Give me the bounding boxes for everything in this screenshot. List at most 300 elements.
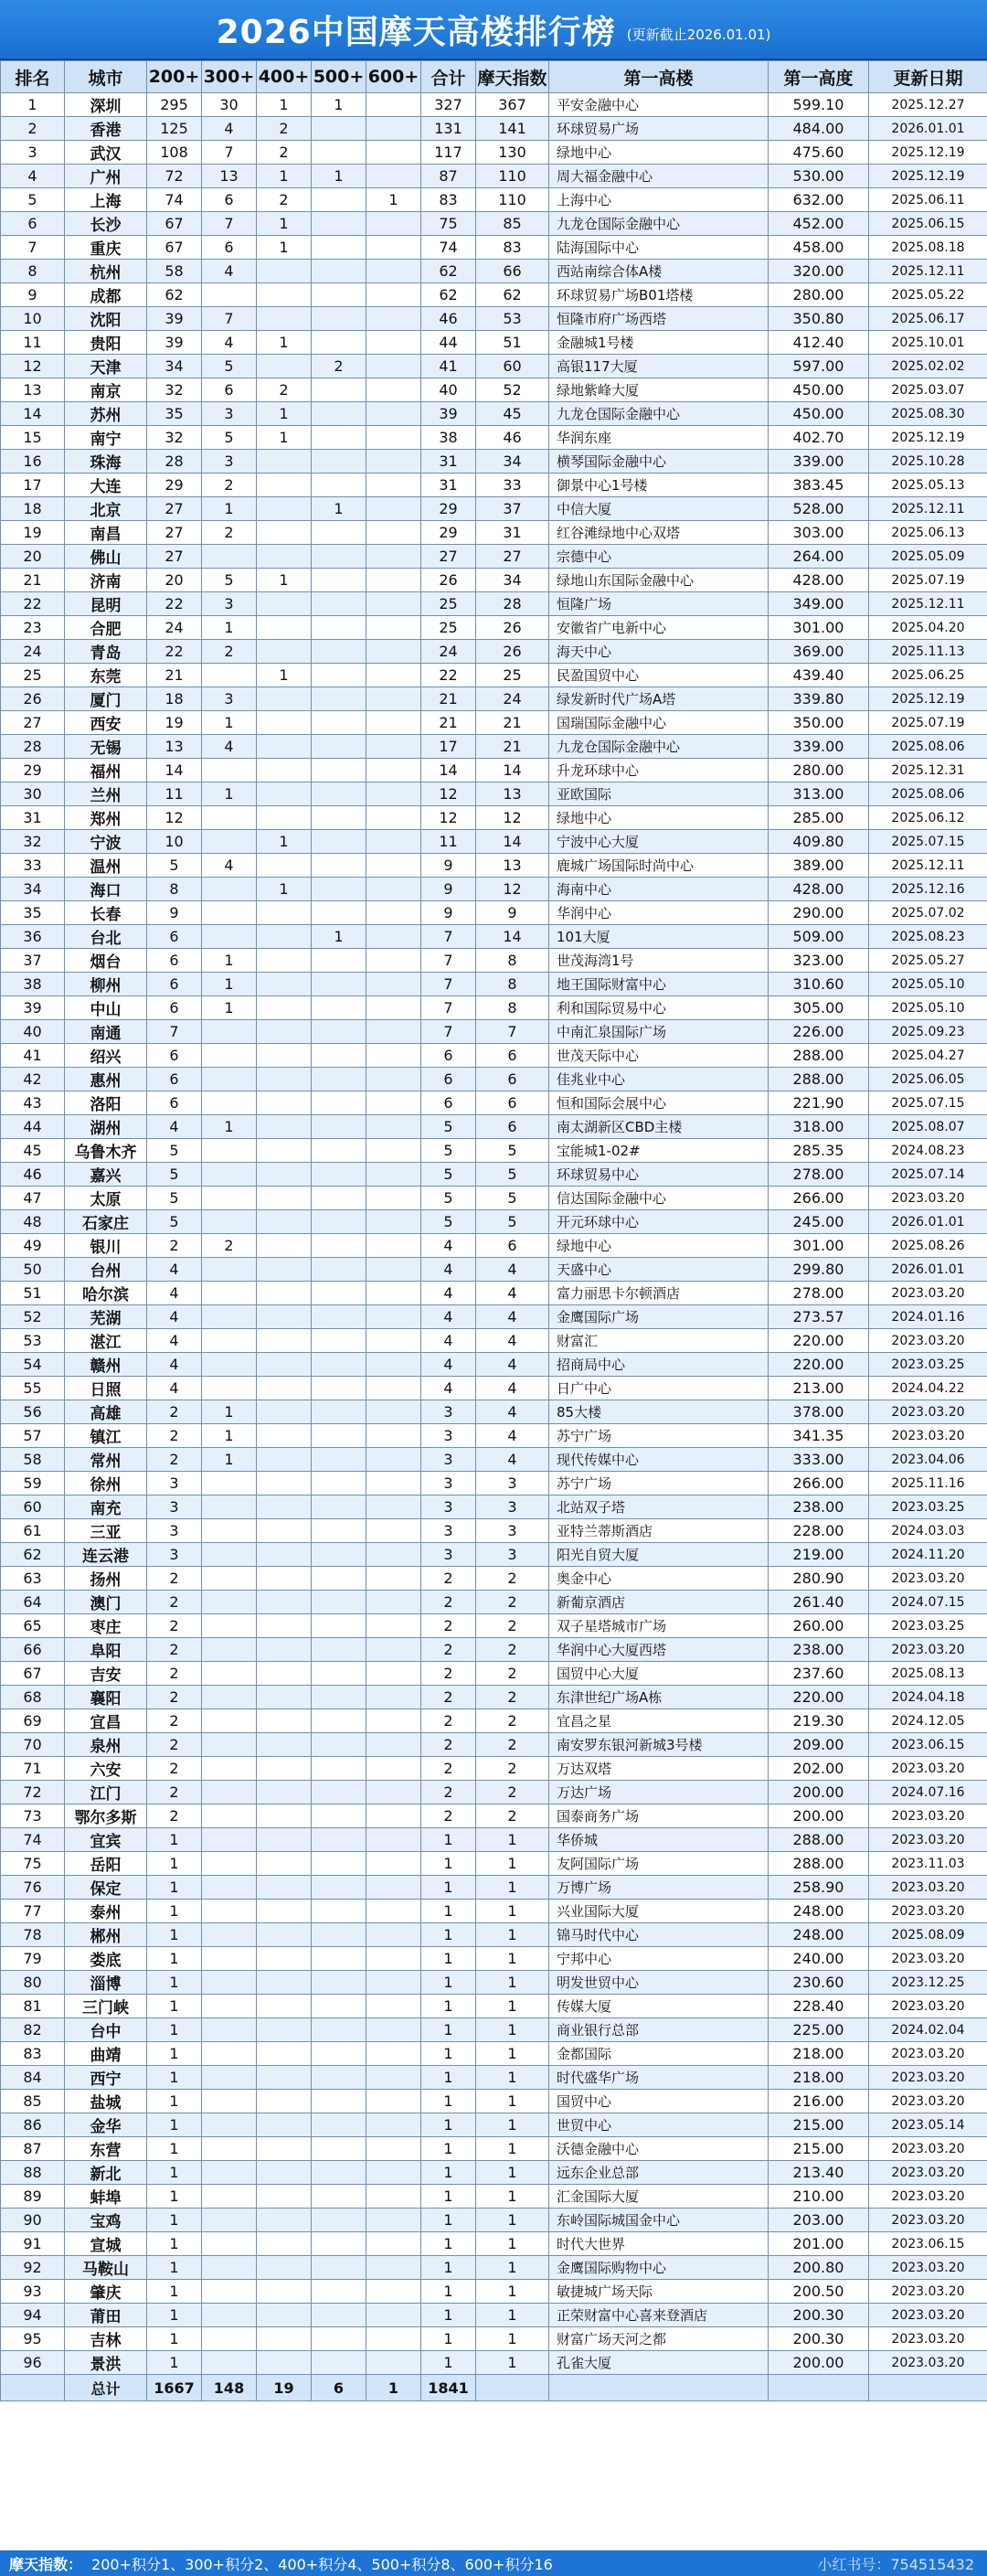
cell-total: 12	[421, 782, 476, 806]
cell-update-date: 2023.03.20	[869, 1828, 987, 1852]
cell-300plus	[202, 1804, 257, 1828]
cell-first-building: 宜昌之星	[549, 1709, 769, 1733]
cell-200plus: 18	[147, 687, 202, 711]
cell-total: 31	[421, 450, 476, 474]
cell-update-date: 2026.01.01	[869, 117, 987, 141]
cell-index: 14	[476, 759, 549, 782]
cell-first-height: 219.30	[769, 1709, 869, 1733]
cell-update-date: 2025.09.23	[869, 1020, 987, 1044]
cell-first-building: 横琴国际金融中心	[549, 450, 769, 474]
cell-update-date: 2023.03.20	[869, 2090, 987, 2113]
cell-first-building: 沃德金融中心	[549, 2137, 769, 2161]
cell-600plus	[366, 1282, 421, 1305]
cell-update-date: 2024.04.22	[869, 1377, 987, 1400]
column-header-rank: 排名	[1, 61, 65, 93]
cell-city: 太原	[65, 1187, 147, 1210]
cell-500plus	[312, 1709, 366, 1733]
cell-600plus: 1	[366, 188, 421, 212]
cell-total: 5	[421, 1187, 476, 1210]
cell-city: 芜湖	[65, 1305, 147, 1329]
table-row	[1, 2209, 987, 2232]
cell-400plus	[257, 1923, 312, 1947]
cell-400plus	[257, 1496, 312, 1519]
cell-index: 1	[476, 1900, 549, 1923]
cell-300plus: 6	[202, 236, 257, 260]
cell-500plus: 2	[312, 355, 366, 378]
cell-city: 金华	[65, 2113, 147, 2137]
cell-500plus	[312, 141, 366, 165]
table-row	[1, 497, 987, 521]
cell-index: 1	[476, 2280, 549, 2304]
cell-600plus	[366, 1353, 421, 1377]
cell-total: 38	[421, 426, 476, 450]
cell-400plus: 2	[257, 378, 312, 402]
cell-rank: 34	[1, 878, 65, 901]
cell-index: 4	[476, 1400, 549, 1424]
cell-500plus	[312, 1543, 366, 1567]
cell-rank: 43	[1, 1091, 65, 1115]
cell-update-date: 2023.03.20	[869, 2327, 987, 2351]
cell-index: 66	[476, 260, 549, 283]
cell-400plus	[257, 711, 312, 735]
cell-first-building: 海天中心	[549, 640, 769, 664]
cell-update-date: 2025.12.31	[869, 759, 987, 782]
cell-first-building: 宗德中心	[549, 545, 769, 569]
cell-300plus	[202, 1995, 257, 2018]
table-row	[1, 378, 987, 402]
cell-first-building: 新葡京酒店	[549, 1591, 769, 1614]
table-row	[1, 1733, 987, 1757]
cell-200plus: 9	[147, 901, 202, 925]
cell-300plus	[202, 1329, 257, 1353]
cell-city: 江门	[65, 1781, 147, 1804]
cell-rank: 73	[1, 1804, 65, 1828]
cell-600plus	[366, 2018, 421, 2042]
cell-500plus	[312, 1210, 366, 1234]
cell-first-building: 高银117大厦	[549, 355, 769, 378]
cell-600plus	[366, 1139, 421, 1163]
cell-rank: 29	[1, 759, 65, 782]
cell-300plus	[202, 283, 257, 307]
cell-index: 4	[476, 1329, 549, 1353]
cell-300plus	[202, 1020, 257, 1044]
cell-city: 贵阳	[65, 331, 147, 355]
cell-city: 西宁	[65, 2066, 147, 2090]
cell-total: 25	[421, 616, 476, 640]
cell-300plus	[202, 1377, 257, 1400]
cell-400plus	[257, 925, 312, 949]
cell-300plus	[202, 2327, 257, 2351]
table-row	[1, 2113, 987, 2137]
cell-500plus: 1	[312, 925, 366, 949]
cell-first-height: 484.00	[769, 117, 869, 141]
table-row	[1, 1091, 987, 1115]
cell-first-building: 鹿城广场国际时尚中心	[549, 854, 769, 878]
update-note: (更新截止2026.01.01)	[626, 26, 771, 43]
table-row	[1, 2161, 987, 2185]
cell-rank: 42	[1, 1068, 65, 1091]
cell-400plus: 1	[257, 93, 312, 117]
cell-city: 无锡	[65, 735, 147, 759]
cell-first-building: 九龙仓国际金融中心	[549, 735, 769, 759]
cell-500plus	[312, 640, 366, 664]
cell-first-height: 219.00	[769, 1543, 869, 1567]
cell-update-date: 2025.12.16	[869, 878, 987, 901]
cell-200plus: 4	[147, 1353, 202, 1377]
cell-update-date: 2023.03.20	[869, 2256, 987, 2280]
cell-index: 83	[476, 236, 549, 260]
cell-400plus: 1	[257, 165, 312, 188]
cell-total: 4	[421, 1353, 476, 1377]
cell-total: 26	[421, 569, 476, 592]
cell-total: 131	[421, 117, 476, 141]
cell-update-date: 2023.03.25	[869, 1353, 987, 1377]
cell-600plus	[366, 569, 421, 592]
cell-500plus	[312, 1923, 366, 1947]
table-row	[1, 1995, 987, 2018]
cell-city: 天津	[65, 355, 147, 378]
cell-rank: 18	[1, 497, 65, 521]
cell-500plus	[312, 2280, 366, 2304]
cell-update-date: 2024.02.04	[869, 2018, 987, 2042]
cell-total: 2	[421, 1781, 476, 1804]
cell-600plus	[366, 212, 421, 236]
cell-total: 46	[421, 307, 476, 331]
cell-rank: 92	[1, 2256, 65, 2280]
cell-city: 郑州	[65, 806, 147, 830]
cell-first-height: 299.80	[769, 1258, 869, 1282]
cell-300plus	[202, 1305, 257, 1329]
cell-update-date: 2023.03.20	[869, 1400, 987, 1424]
table-row	[1, 2351, 987, 2375]
table-row	[1, 1496, 987, 1519]
cell-500plus	[312, 474, 366, 497]
cell-city: 济南	[65, 569, 147, 592]
cell-200plus: 5	[147, 1163, 202, 1187]
cell-600plus	[366, 1210, 421, 1234]
cell-400plus	[257, 1519, 312, 1543]
table-row	[1, 1876, 987, 1900]
cell-first-height: 285.00	[769, 806, 869, 830]
cell-first-building: 苏宁广场	[549, 1424, 769, 1448]
total-total: 1841	[421, 2375, 476, 2401]
cell-index: 1	[476, 2018, 549, 2042]
cell-first-building: 红谷滩绿地中心双塔	[549, 521, 769, 545]
cell-rank: 46	[1, 1163, 65, 1187]
cell-update-date: 2023.03.25	[869, 1496, 987, 1519]
cell-500plus	[312, 426, 366, 450]
cell-first-height: 215.00	[769, 2113, 869, 2137]
cell-200plus: 35	[147, 402, 202, 426]
cell-200plus: 1	[147, 2232, 202, 2256]
cell-200plus: 8	[147, 878, 202, 901]
cell-total: 29	[421, 521, 476, 545]
cell-500plus: 1	[312, 93, 366, 117]
cell-rank: 54	[1, 1353, 65, 1377]
cell-city: 深圳	[65, 93, 147, 117]
cell-rank: 93	[1, 2280, 65, 2304]
cell-total: 1	[421, 1947, 476, 1971]
cell-rank: 16	[1, 450, 65, 474]
cell-400plus	[257, 1258, 312, 1282]
cell-city: 徐州	[65, 1472, 147, 1496]
cell-total: 2	[421, 1591, 476, 1614]
cell-index: 6	[476, 1234, 549, 1258]
cell-500plus	[312, 283, 366, 307]
cell-update-date: 2025.05.22	[869, 283, 987, 307]
cell-300plus	[202, 1638, 257, 1662]
cell-first-building: 恒隆广场	[549, 592, 769, 616]
cell-total: 1	[421, 2137, 476, 2161]
cell-total: 1	[421, 2161, 476, 2185]
table-row	[1, 2018, 987, 2042]
cell-400plus	[257, 1900, 312, 1923]
cell-update-date: 2025.08.06	[869, 782, 987, 806]
cell-total: 1	[421, 1900, 476, 1923]
cell-update-date: 2025.12.11	[869, 592, 987, 616]
table-row	[1, 1400, 987, 1424]
cell-first-height: 202.00	[769, 1757, 869, 1781]
cell-index: 12	[476, 878, 549, 901]
cell-index: 130	[476, 141, 549, 165]
table-row	[1, 1686, 987, 1709]
cell-first-height: 450.00	[769, 402, 869, 426]
cell-update-date: 2025.11.13	[869, 640, 987, 664]
cell-first-building: 日广中心	[549, 1377, 769, 1400]
cell-total: 41	[421, 355, 476, 378]
cell-total: 3	[421, 1543, 476, 1567]
cell-600plus	[366, 2351, 421, 2375]
cell-200plus: 62	[147, 283, 202, 307]
cell-400plus	[257, 545, 312, 569]
cell-600plus	[366, 1543, 421, 1567]
cell-first-building: 绿发新时代广场A塔	[549, 687, 769, 711]
cell-rank: 19	[1, 521, 65, 545]
cell-600plus	[366, 450, 421, 474]
cell-index: 31	[476, 521, 549, 545]
cell-update-date: 2023.03.20	[869, 2351, 987, 2375]
cell-600plus	[366, 2137, 421, 2161]
table-row	[1, 1424, 987, 1448]
cell-600plus	[366, 925, 421, 949]
cell-rank: 91	[1, 2232, 65, 2256]
cell-rank: 2	[1, 117, 65, 141]
cell-500plus	[312, 1329, 366, 1353]
cell-city: 连云港	[65, 1543, 147, 1567]
cell-update-date: 2025.05.10	[869, 996, 987, 1020]
cell-update-date: 2025.05.10	[869, 973, 987, 996]
cell-city: 保定	[65, 1876, 147, 1900]
cell-600plus	[366, 1163, 421, 1187]
cell-400plus	[257, 1424, 312, 1448]
cell-rank: 74	[1, 1828, 65, 1852]
cell-city: 东营	[65, 2137, 147, 2161]
cell-400plus	[257, 1068, 312, 1091]
cell-200plus: 6	[147, 925, 202, 949]
cell-total: 2	[421, 1614, 476, 1638]
table-row	[1, 236, 987, 260]
cell-300plus	[202, 806, 257, 830]
cell-600plus	[366, 592, 421, 616]
cell-200plus: 5	[147, 1187, 202, 1210]
cell-400plus	[257, 1757, 312, 1781]
table-row	[1, 1662, 987, 1686]
cell-200plus: 1	[147, 2351, 202, 2375]
cell-index: 4	[476, 1424, 549, 1448]
cell-rank: 23	[1, 616, 65, 640]
cell-first-height: 450.00	[769, 378, 869, 402]
cell-500plus	[312, 711, 366, 735]
cell-200plus: 34	[147, 355, 202, 378]
cell-rank: 76	[1, 1876, 65, 1900]
cell-first-height: 389.00	[769, 854, 869, 878]
cell-500plus	[312, 1638, 366, 1662]
cell-300plus	[202, 2280, 257, 2304]
cell-300plus: 1	[202, 973, 257, 996]
cell-600plus	[366, 1995, 421, 2018]
cell-update-date: 2023.04.06	[869, 1448, 987, 1472]
cell-city: 乌鲁木齐	[65, 1139, 147, 1163]
table-row	[1, 141, 987, 165]
cell-300plus	[202, 1923, 257, 1947]
cell-500plus	[312, 1282, 366, 1305]
cell-update-date: 2023.12.25	[869, 1971, 987, 1995]
cell-400plus: 2	[257, 141, 312, 165]
cell-first-building: 万达双塔	[549, 1757, 769, 1781]
cell-total: 6	[421, 1044, 476, 1068]
cell-400plus	[257, 2042, 312, 2066]
cell-index: 3	[476, 1519, 549, 1543]
cell-update-date: 2025.06.17	[869, 307, 987, 331]
cell-300plus: 5	[202, 355, 257, 378]
cell-200plus: 2	[147, 1709, 202, 1733]
cell-600plus	[366, 1258, 421, 1282]
cell-update-date: 2023.03.20	[869, 1329, 987, 1353]
cell-500plus	[312, 2351, 366, 2375]
cell-first-building: 佳兆业中心	[549, 1068, 769, 1091]
cell-total: 7	[421, 949, 476, 973]
cell-500plus	[312, 1424, 366, 1448]
cell-first-height: 225.00	[769, 2018, 869, 2042]
cell-200plus: 29	[147, 474, 202, 497]
cell-200plus: 27	[147, 497, 202, 521]
cell-400plus	[257, 973, 312, 996]
cell-200plus: 7	[147, 1020, 202, 1044]
cell-400plus	[257, 2209, 312, 2232]
cell-300plus	[202, 830, 257, 854]
cell-500plus	[312, 545, 366, 569]
cell-400plus	[257, 497, 312, 521]
cell-400plus	[257, 1995, 312, 2018]
table-row	[1, 1804, 987, 1828]
cell-first-building: 绿地山东国际金融中心	[549, 569, 769, 592]
cell-400plus	[257, 1234, 312, 1258]
cell-200plus: 2	[147, 1757, 202, 1781]
cell-city: 常州	[65, 1448, 147, 1472]
cell-500plus	[312, 1305, 366, 1329]
table-row	[1, 93, 987, 117]
cell-300plus	[202, 2161, 257, 2185]
cell-total: 1	[421, 2185, 476, 2209]
cell-first-height: 220.00	[769, 1353, 869, 1377]
cell-city: 青岛	[65, 640, 147, 664]
cell-first-height: 200.00	[769, 1781, 869, 1804]
footer-label: 摩天指数：	[9, 2555, 83, 2573]
cell-index: 3	[476, 1543, 549, 1567]
cell-update-date: 2023.03.25	[869, 1614, 987, 1638]
cell-500plus	[312, 854, 366, 878]
cell-total: 3	[421, 1496, 476, 1519]
cell-400plus	[257, 1709, 312, 1733]
cell-300plus: 2	[202, 1234, 257, 1258]
cell-update-date: 2025.06.12	[869, 806, 987, 830]
table-row	[1, 117, 987, 141]
cell-index: 1	[476, 2327, 549, 2351]
cell-500plus	[312, 949, 366, 973]
table-row	[1, 2090, 987, 2113]
cell-600plus	[366, 1400, 421, 1424]
cell-update-date: 2025.12.11	[869, 497, 987, 521]
cell-update-date: 2025.05.13	[869, 474, 987, 497]
cell-rank: 82	[1, 2018, 65, 2042]
cell-first-height: 402.70	[769, 426, 869, 450]
cell-300plus: 2	[202, 521, 257, 545]
cell-rank: 4	[1, 165, 65, 188]
title-bar	[0, 0, 987, 60]
cell-first-building: 友阿国际广场	[549, 1852, 769, 1876]
cell-300plus	[202, 759, 257, 782]
cell-city: 新北	[65, 2161, 147, 2185]
cell-600plus	[366, 1686, 421, 1709]
cell-500plus	[312, 735, 366, 759]
cell-index: 2	[476, 1614, 549, 1638]
table-row	[1, 474, 987, 497]
cell-300plus	[202, 1163, 257, 1187]
cell-index: 1	[476, 2137, 549, 2161]
cell-first-building: 华润东座	[549, 426, 769, 450]
cell-500plus	[312, 973, 366, 996]
cell-index: 13	[476, 782, 549, 806]
table-row	[1, 1543, 987, 1567]
cell-update-date: 2025.06.05	[869, 1068, 987, 1091]
cell-index: 4	[476, 1258, 549, 1282]
cell-index: 5	[476, 1187, 549, 1210]
table-row	[1, 878, 987, 901]
cell-total: 1	[421, 2232, 476, 2256]
cell-index: 110	[476, 165, 549, 188]
cell-200plus: 27	[147, 521, 202, 545]
cell-city: 嘉兴	[65, 1163, 147, 1187]
cell-index: 85	[476, 212, 549, 236]
cell-city: 岳阳	[65, 1852, 147, 1876]
table-row	[1, 996, 987, 1020]
cell-rank: 38	[1, 973, 65, 996]
cell-first-building: 奥金中心	[549, 1567, 769, 1591]
cell-rank: 17	[1, 474, 65, 497]
cell-city: 宜昌	[65, 1709, 147, 1733]
cell-city: 肇庆	[65, 2280, 147, 2304]
cell-500plus	[312, 2066, 366, 2090]
cell-400plus	[257, 260, 312, 283]
cell-first-building: 金鹰国际购物中心	[549, 2256, 769, 2280]
cell-200plus: 39	[147, 331, 202, 355]
cell-200plus: 2	[147, 1424, 202, 1448]
cell-200plus: 1	[147, 1947, 202, 1971]
cell-400plus	[257, 592, 312, 616]
cell-first-building: 西站南综合体A楼	[549, 260, 769, 283]
cell-rank: 7	[1, 236, 65, 260]
cell-first-building: 民盈国贸中心	[549, 664, 769, 687]
